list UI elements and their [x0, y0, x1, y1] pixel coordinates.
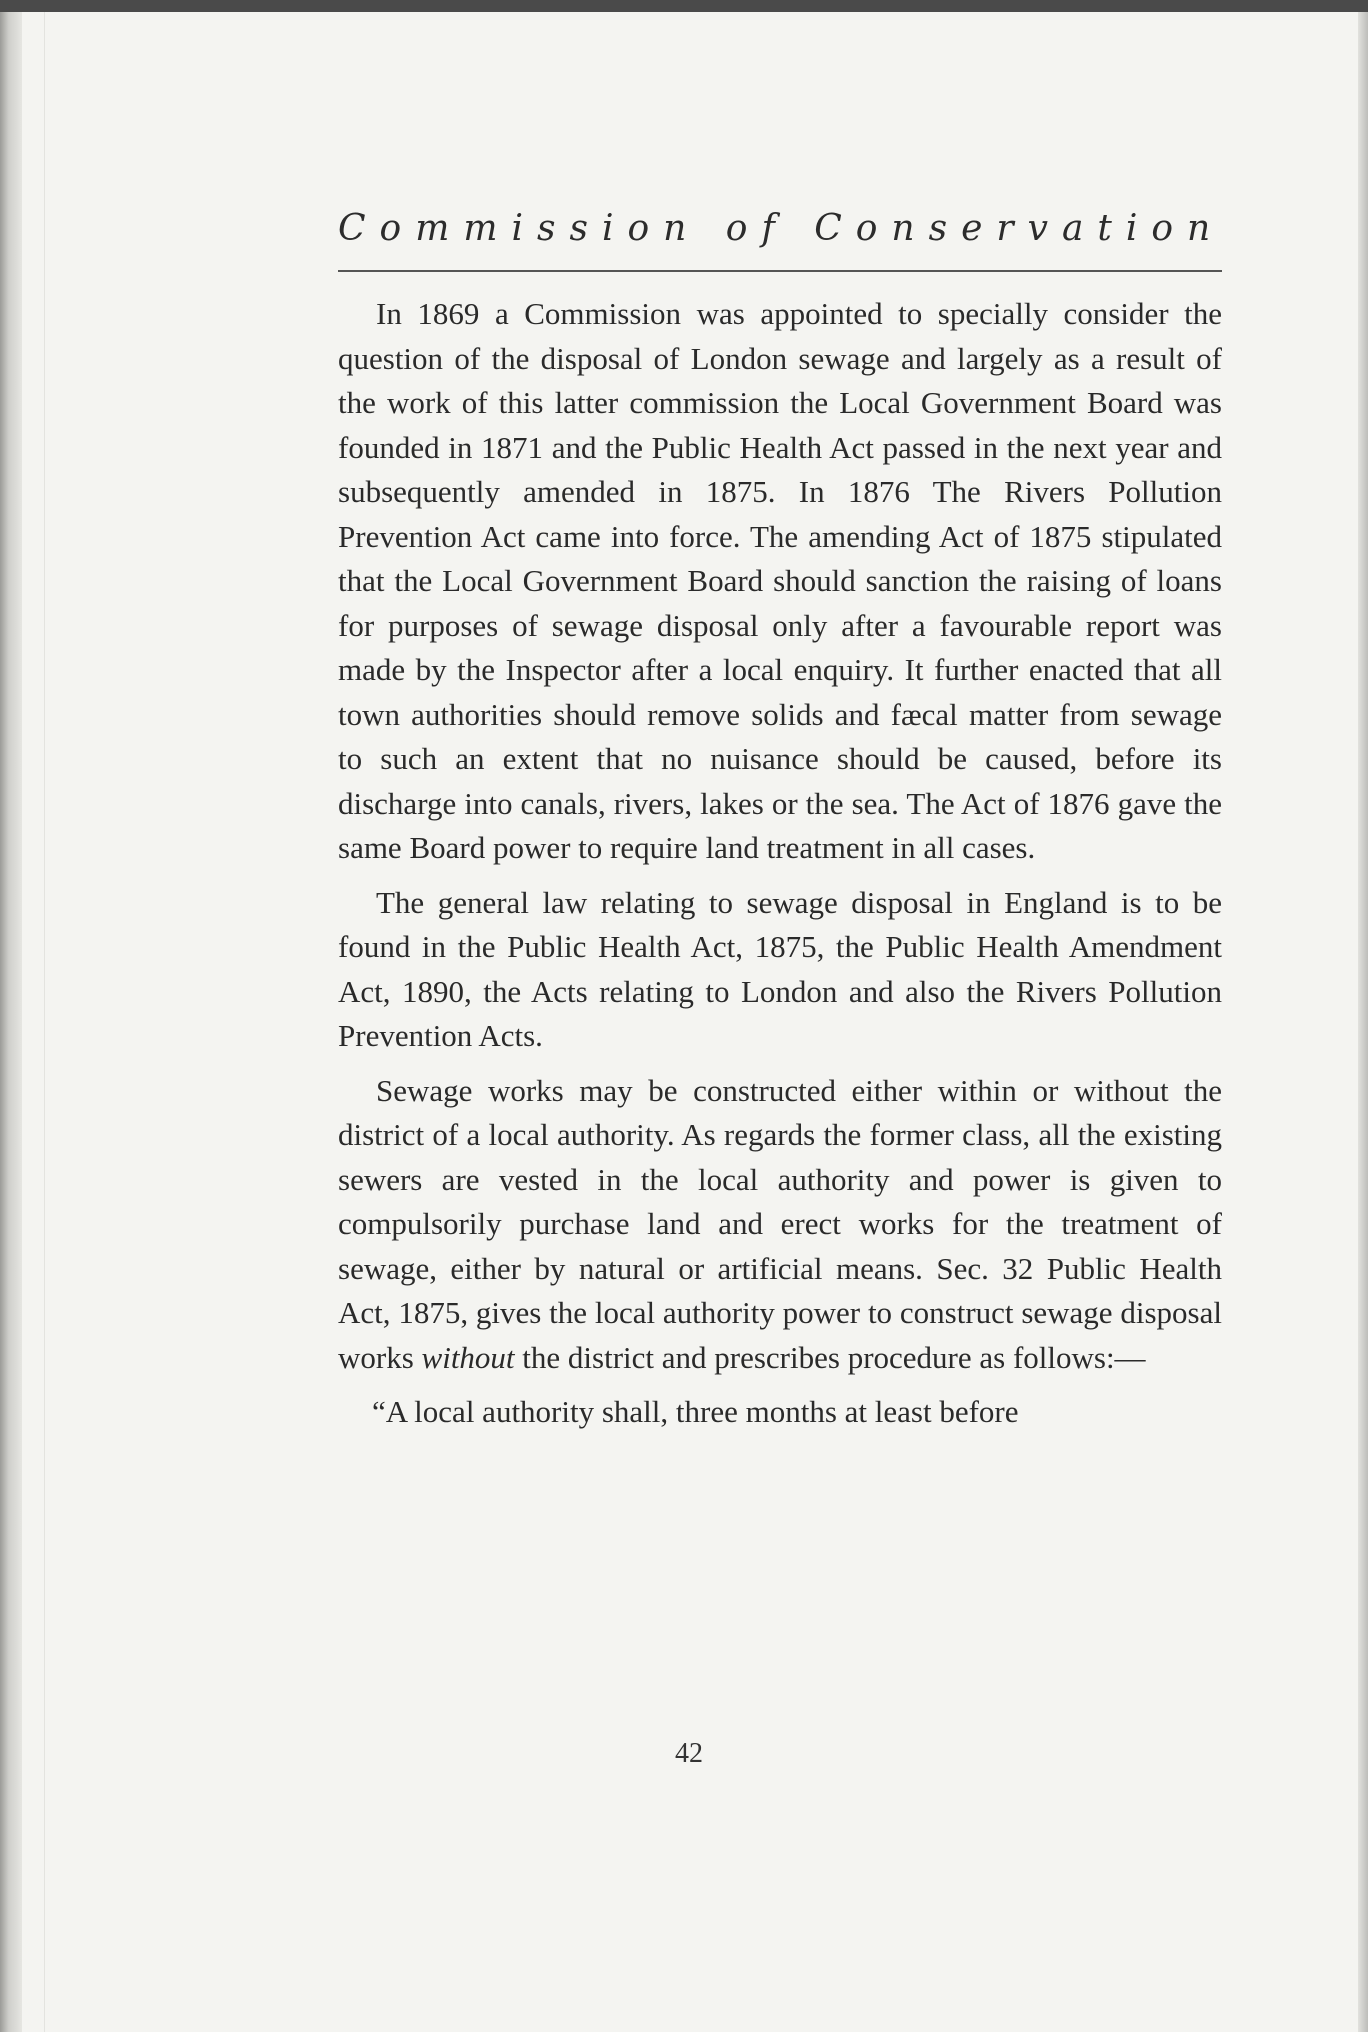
emphasis-without: without — [421, 1339, 515, 1375]
page-number: 42 — [675, 1738, 703, 1769]
page-binding-edge — [0, 12, 22, 2032]
paragraph-1: In 1869 a Commission was appointed to specially consider the question of the disposal of London sewage and largely as a result of the work of this latter commission the Local Government Board was founded in 1871 and the Public Health Act passed in the next year and subsequently amended in 1875. In 1876 The Rivers Pollution Prevention Act came into force. The amending Act of 1875 stipulated that the Local Government Board should sanction the raising of loans for purposes of sewage disposal only after a favourable report was made by the Inspector after a local enquiry. It further enacted that all town authorities should remove solids and fæcal matter from sewage to such an extent that no nuisance should be caused, before its discharge into canals, rivers, lakes or the sea. The Act of 1876 gave the same Board power to require land treatment in all cases. — [338, 296, 1222, 865]
header-rule — [338, 270, 1222, 272]
paragraph-3-text-a: Sewage works may be constructed either within or without the district of a local authority. As regards the former class, all the existing sewers are vested in the local authority and power is given to compulsorily purchase land and erect works for the treatment of sewage, either by natural or artificial means. Sec. 32 Public Health Act, 1875, gives the local authority power to construct sewage disposal works — [338, 1072, 1222, 1375]
scan-border-top — [0, 0, 1368, 12]
running-title: Commission of Conservation — [338, 208, 1225, 249]
page-body — [338, 292, 1222, 1435]
page-fore-edge — [1358, 12, 1368, 2032]
paragraph-3-text-b: the district and prescribes procedure as follows:— — [522, 1339, 1146, 1375]
quotation-start: “A local authority shall, three months at least before — [372, 1394, 1019, 1429]
paragraph-3 — [338, 1069, 1222, 1381]
page-number-container — [0, 1738, 1368, 1770]
paragraph-2: The general law relating to sewage disposal in England is to be found in the Public Health Act, 1875, the Public Health Amendment Act, 1890, the Acts relating to London and also the Rivers Pollution Prevention Acts. — [338, 884, 1222, 1053]
page-gutter-line — [44, 12, 45, 2032]
